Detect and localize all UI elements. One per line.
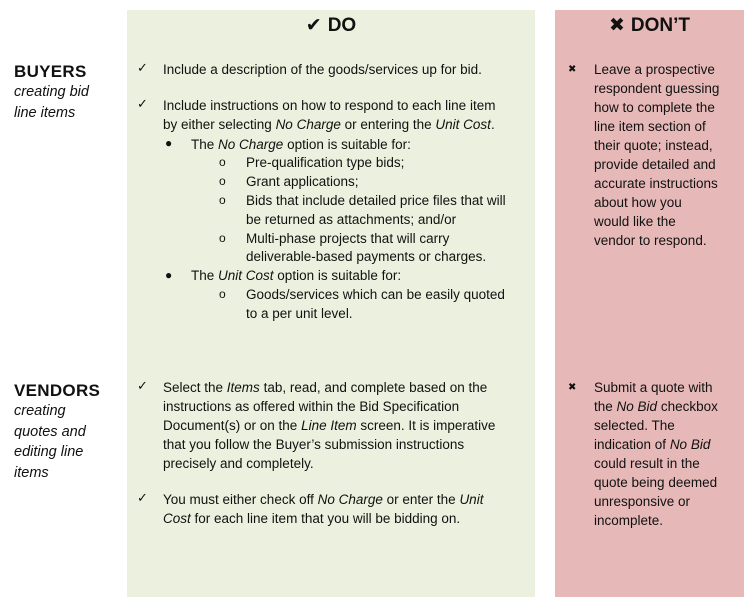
checkmark-icon: ✔: [305, 15, 322, 36]
check-icon: ✓: [137, 378, 148, 393]
x-icon: ✖: [608, 15, 625, 36]
do-title: DO: [327, 15, 357, 36]
circle-bullet-icon: o: [219, 174, 226, 188]
circle-bullet-icon: o: [219, 231, 226, 245]
bullet-icon: ●: [165, 268, 173, 282]
nocharge-item-2: Grant applications;: [246, 174, 359, 189]
nocharge-item-1: Pre-qualification type bids;: [246, 155, 405, 170]
buyers-label: [14, 62, 124, 123]
buyers-role: BUYERS: [14, 62, 87, 81]
circle-bullet-icon: o: [219, 193, 226, 207]
unitcost-item-1-line1: Goods/services which can be easily quoted: [246, 287, 505, 302]
vendors-dont-text: Submit a quote with the No Bid checkbox selected. The indication of No Bid could result in the quote being deemed unresponsive or incomplete.: [594, 380, 718, 528]
buyers-dont-text: Leave a prospective respondent guessing how to complete the line item section of their quote; instead, provide detailed and accurate instructions about how you would like the vendor to respond.: [594, 62, 720, 248]
nocharge-item-4-line1: Multi-phase projects that will carry: [246, 231, 450, 246]
x-icon: ✖: [568, 64, 577, 75]
buyers-subtitle-line2: line items: [14, 104, 76, 121]
unitcost-item-1-line2: to a per unit level.: [246, 306, 353, 321]
no-charge-option: The No Charge option is suitable for:: [191, 137, 411, 152]
vendors-do-item-2: You must either check off No Charge or enter the Unit Cost for each line item that you will be bidding on.: [163, 492, 484, 526]
unit-cost-option: The Unit Cost option is suitable for:: [191, 268, 402, 283]
buyers-do-item-1: Include a description of the goods/services up for bid.: [163, 62, 482, 77]
nocharge-item-4-line2: deliverable-based payments or charges.: [246, 249, 487, 264]
circle-bullet-icon: o: [219, 287, 226, 301]
check-icon: ✓: [137, 490, 148, 505]
nocharge-item-3-line1: Bids that include detailed price files that will: [246, 193, 506, 208]
buyers-do-item-2: Include instructions on how to respond to each line item by either selecting No Charge or entering the Unit Cost.: [163, 98, 496, 132]
vendors-do-item-1: Select the Items tab, read, and complete based on the instructions as offered within the Bid Specification Document(s) or on the Line Item screen. It is imperative that you follow the Buyer’s submission instructions precisely and completely.: [163, 380, 496, 471]
x-icon: ✖: [568, 382, 577, 393]
circle-bullet-icon: o: [219, 155, 226, 169]
dont-title: DON’T: [630, 15, 691, 36]
vendors-label: VENDORS creating quotes and editing line items: [14, 381, 124, 483]
check-icon: ✓: [137, 96, 148, 111]
buyers-subtitle-line1: creating bid: [14, 84, 89, 100]
check-icon: ✓: [137, 60, 148, 75]
do-header: [127, 14, 535, 37]
dont-header: [555, 14, 744, 37]
vendors-role: VENDORS: [14, 381, 101, 400]
nocharge-item-3-line2: be returned as attachments; and/or: [246, 212, 457, 227]
bullet-icon: ●: [165, 136, 173, 150]
